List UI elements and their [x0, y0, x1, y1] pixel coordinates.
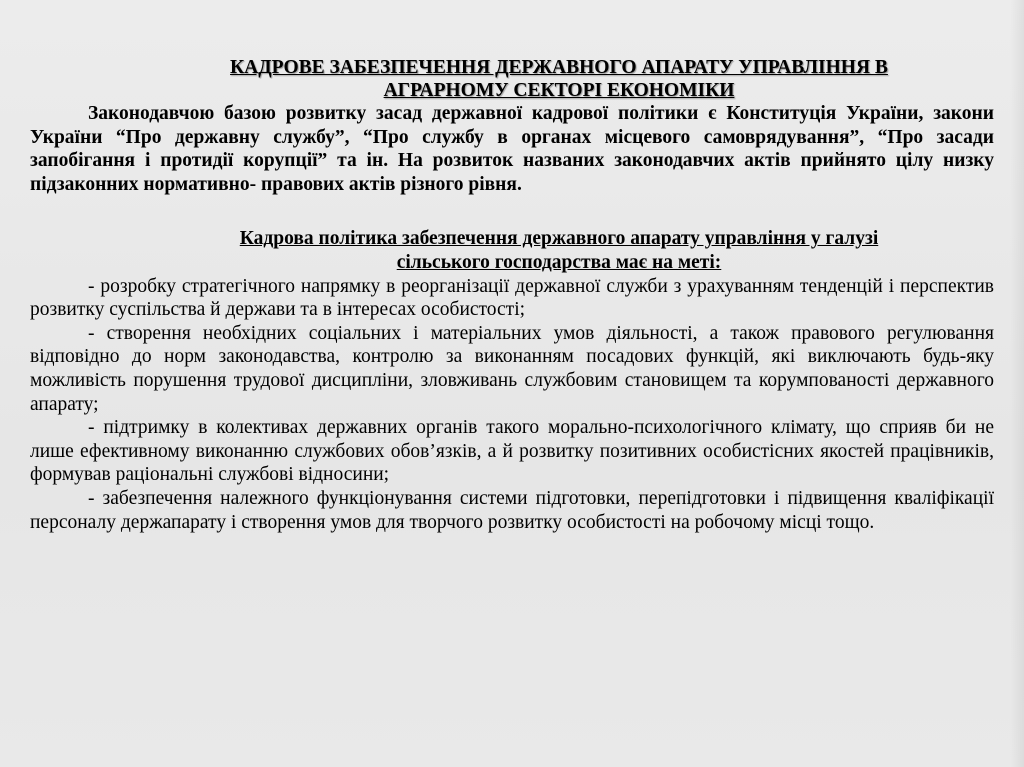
- subtitle-line-2: сільського господарства має на меті:: [396, 251, 722, 273]
- list-item: - розробку стратегічного напрямку в реорганізації державної служби з урахуванням тенденцій і перспектив розвитку суспільства й держави та в інтересах особистості;: [30, 275, 994, 321]
- slide-edge-shadow: [1010, 0, 1024, 767]
- document-title: [88, 56, 994, 102]
- list-item: - підтримку в колективах державних органів такого морально-психологічного клімату, що сприяв би не лише ефективному виконанню службових обов’язків, а й розвитку позитивних особистісних якостей працівників, формував раціональні службові відносини;: [30, 417, 994, 486]
- list-item: - створення необхідних соціальних і матеріальних умов діяльності, а також правового регулювання відповідно до норм законодавства, контролю за виконанням посадових функцій, які виключають будь-яку можливість порушення трудової дисципліни, зловживань службовим становищем та корумпованості державного апарату;: [30, 322, 994, 415]
- section-subtitle: [88, 227, 994, 274]
- slide-content: [30, 56, 994, 534]
- title-line-1: КАДРОВЕ ЗАБЕЗПЕЧЕННЯ ДЕРЖАВНОГО АПАРАТУ УПРАВЛІННЯ В: [230, 57, 888, 78]
- list-item: - забезпечення належного функціонування системи підготовки, перепідготовки і підвищення кваліфікації персоналу держапарату і створення умов для творчого розвитку особистості на робочому місці тощо.: [30, 487, 994, 533]
- title-line-2: АГРАРНОМУ СЕКТОРІ ЕКОНОМІКИ: [383, 80, 735, 101]
- subtitle-line-1: Кадрова політика забезпечення державного апарату управління у галузі: [239, 228, 879, 250]
- intro-paragraph: Законодавчою базою розвитку засад державної кадрової політики є Конституція України, закони України “Про державну службу”, “Про службу в органах місцевого самоврядування”, “Про засади запобігання і протидії корупції” та ін. На розвиток названих законодавчих актів прийнято цілу низку підзаконних нормативно- правових актів різного рівня.: [30, 103, 994, 195]
